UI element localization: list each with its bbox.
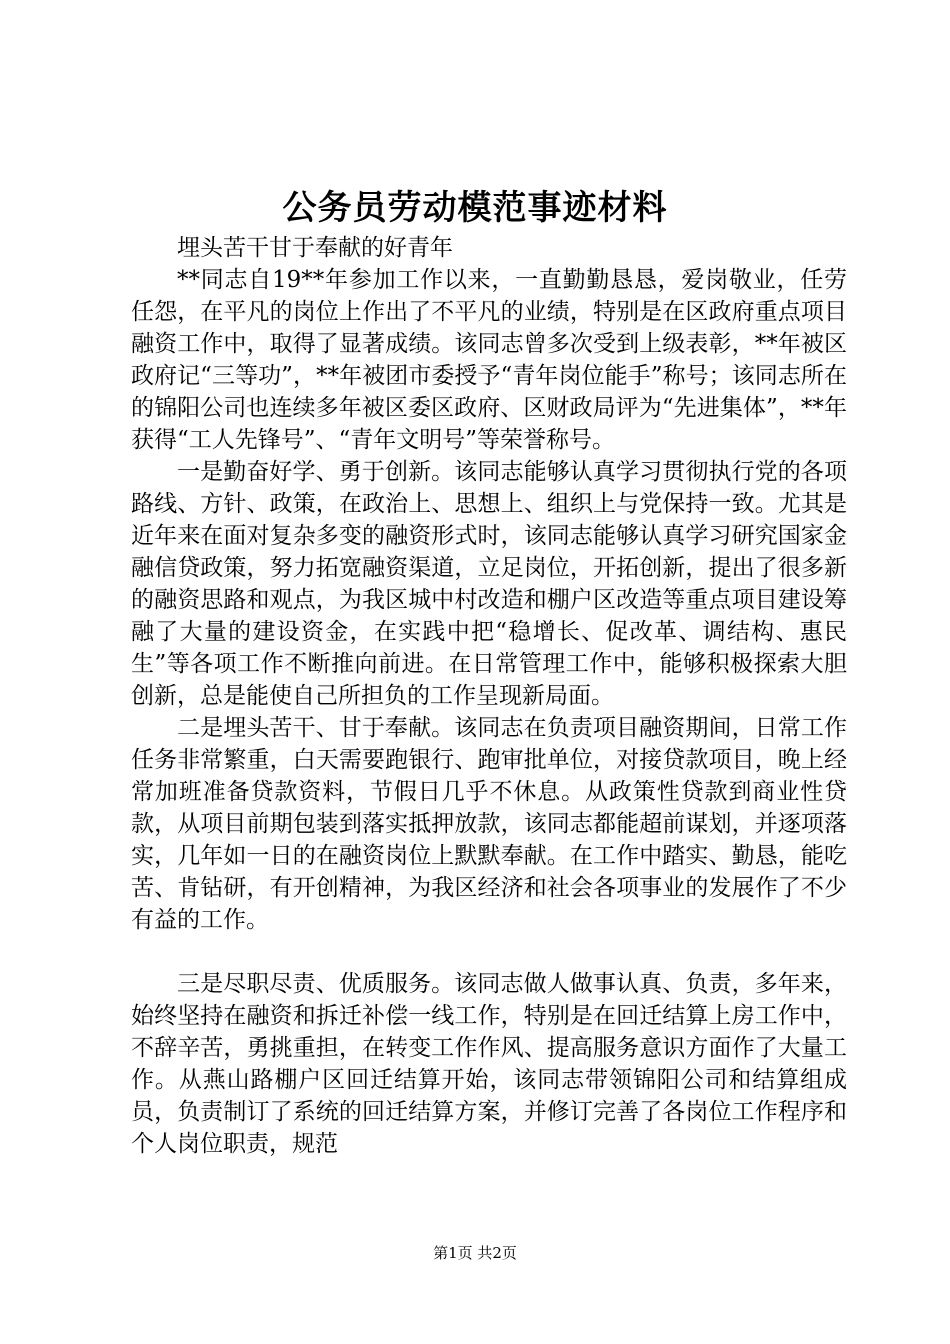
document-subtitle: 埋头苦干甘于奉献的好青年: [177, 235, 453, 261]
page-number-footer: 第1页 共2页: [433, 1244, 517, 1262]
document-title: 公务员劳动模范事迹材料: [282, 188, 668, 228]
paragraph-service: 三是尽职尽责、优质服务。该同志做人做事认真、负责，多年来，始终坚持在融资和拆迁补偿一线工作，特别是在回迁结算上房工作中，不辞辛苦，勇挑重担，在转变工作作风、提高服务意识方面作了大量工作。从燕山路棚户区回迁结算开始，该同志带领锦阳公司和结算组成员，负责制订了系统的回迁结算方案，并修订完善了各岗位工作程序和个人岗位职责，规范: [131, 971, 847, 1157]
document-body: [131, 232, 847, 1160]
paragraph-hard-work: 二是埋头苦干、甘于奉献。该同志在负责项目融资期间，日常工作任务非常繁重，白天需要跑银行、跑审批单位，对接贷款项目，晚上经常加班准备贷款资料，节假日几乎不休息。从政策性贷款到商业性贷款，从项目前期包装到落实抵押放款，该同志都能超前谋划，并逐项落实，几年如一日的在融资岗位上默默奉献。在工作中踏实、勤恳，能吃苦、肯钻研，有开创精神，为我区经济和社会各项事业的发展作了不少有益的工作。: [131, 715, 847, 933]
paragraph-intro: **同志自19**年参加工作以来，一直勤勤恳恳，爱岗敬业，任劳任怨，在平凡的岗位上作出了不平凡的业绩，特别是在区政府重点项目融资工作中，取得了显著成绩。该同志曾多次受到上级表彰，**年被区政府记“三等功”，**年被团市委授予“青年岗位能手”称号；该同志所在的锦阳公司也连续多年被区委区政府、区财政局评为“先进集体”，**年获得“工人先锋号”、“青年文明号”等荣誉称号。: [131, 267, 847, 453]
paragraph-study-innovation: 一是勤奋好学、勇于创新。该同志能够认真学习贯彻执行党的各项路线、方针、政策，在政治上、思想上、组织上与党保持一致。尤其是近年来在面对复杂多变的融资形式时，该同志能够认真学习研究国家金融信贷政策，努力拓宽融资渠道，立足岗位，开拓创新，提出了很多新的融资思路和观点，为我区城中村改造和棚户区改造等重点项目建设筹融了大量的建设资金，在实践中把“稳增长、促改革、调结构、惠民生”等各项工作不断推向前进。在日常管理工作中，能够积极探索大胆创新，总是能使自己所担负的工作呈现新局面。: [131, 459, 847, 709]
